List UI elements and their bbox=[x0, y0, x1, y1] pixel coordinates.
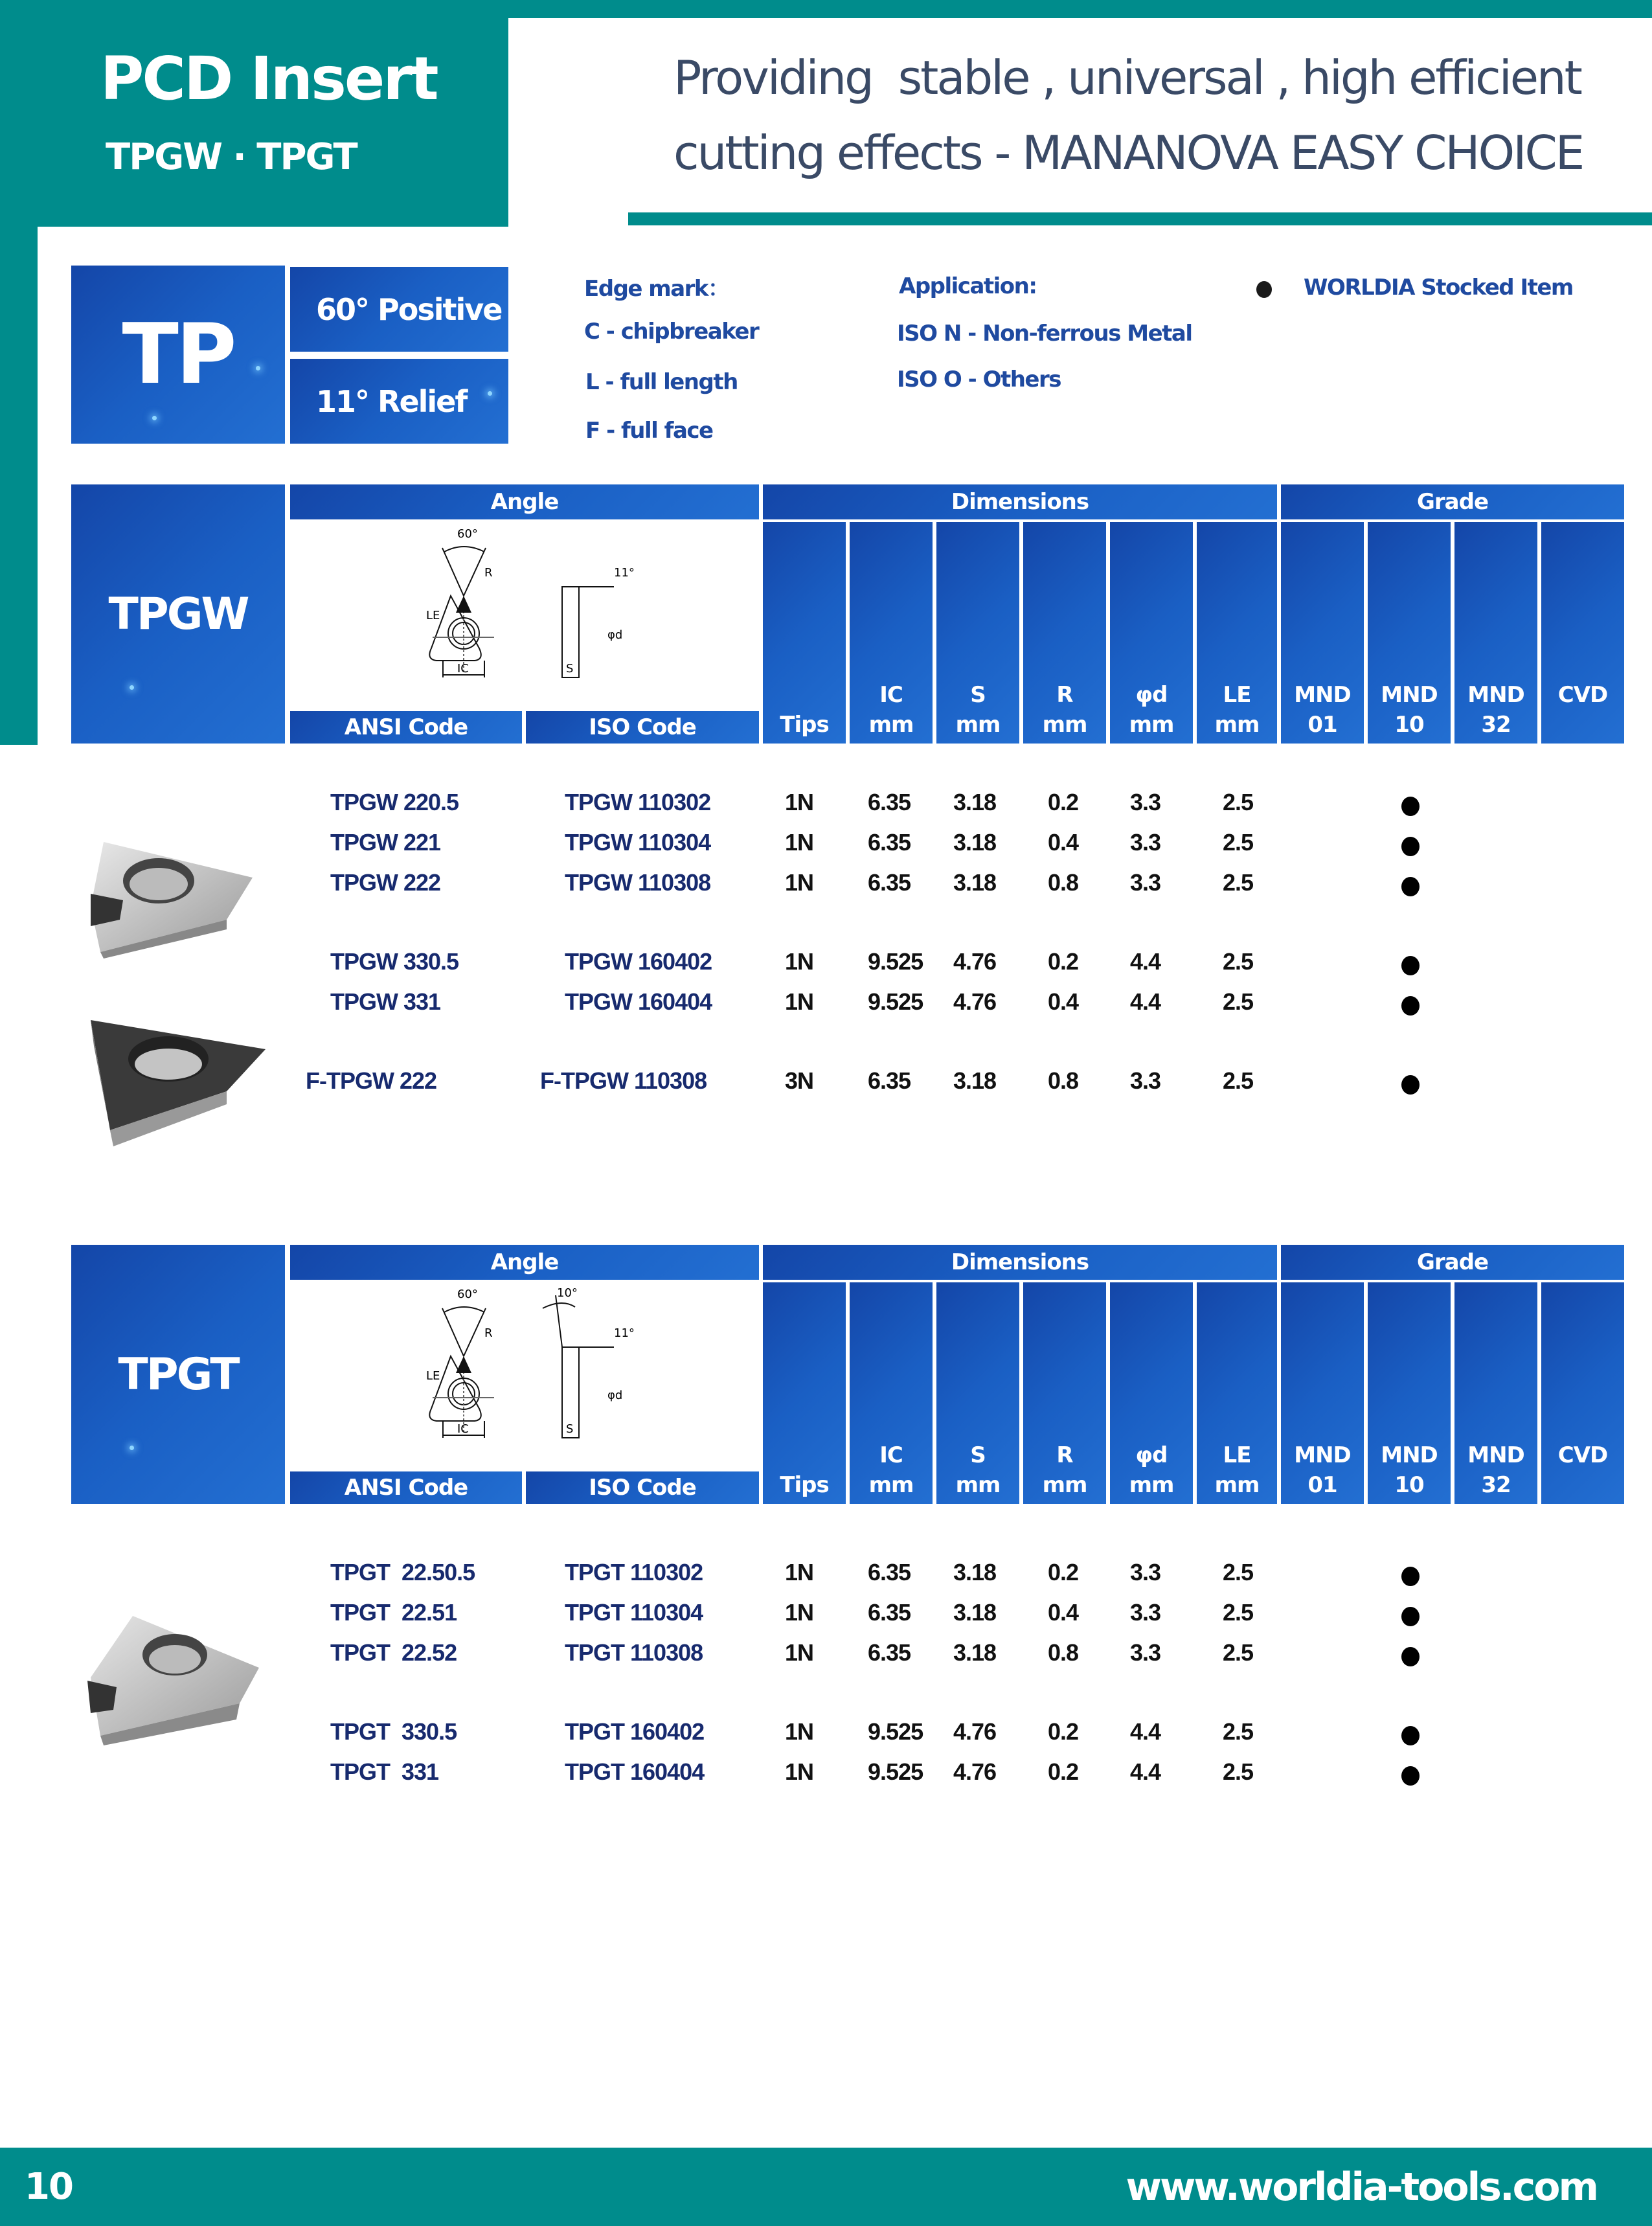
col-line2: mm bbox=[1042, 712, 1087, 738]
le: 2.5 bbox=[1223, 1758, 1254, 1785]
phi-d: 3.3 bbox=[1130, 1639, 1161, 1666]
tpgt-diagram-icon bbox=[290, 1282, 759, 1469]
column-header-ic bbox=[850, 522, 933, 744]
tips: 1N bbox=[785, 869, 814, 896]
legend-edge-mark-title: Edge mark： bbox=[584, 276, 729, 302]
group-header-dimensions bbox=[763, 1245, 1277, 1280]
stock-dot-icon bbox=[1401, 1647, 1420, 1666]
group-angle-label: Angle bbox=[490, 1249, 559, 1275]
r: 0.4 bbox=[1048, 829, 1079, 856]
iso-code: TPGT 160404 bbox=[565, 1758, 705, 1785]
le: 2.5 bbox=[1223, 869, 1254, 896]
le: 2.5 bbox=[1223, 1599, 1254, 1626]
series-name: TPGW bbox=[108, 588, 248, 640]
ic: 6.35 bbox=[868, 1639, 911, 1666]
phi-d: 4.4 bbox=[1130, 988, 1161, 1015]
ic: 6.35 bbox=[868, 829, 911, 856]
s: 3.18 bbox=[953, 869, 997, 896]
tpgw-diagram-icon bbox=[290, 522, 759, 709]
insert-geometry-diagram bbox=[290, 522, 759, 709]
tagline-line-2: cutting effects - MANANOVA EASY CHOICE bbox=[673, 126, 1583, 180]
col-line1: MND bbox=[1381, 1442, 1438, 1468]
insert-type-code-label: TP bbox=[122, 306, 234, 403]
col-line1: MND bbox=[1294, 682, 1351, 708]
col-line1: Tips bbox=[780, 1472, 829, 1498]
tpgt-table-header bbox=[71, 1245, 1624, 1504]
group-grade-label: Grade bbox=[1416, 489, 1488, 515]
stock-dot-icon bbox=[1401, 996, 1420, 1016]
svg-text:IC: IC bbox=[457, 1422, 469, 1436]
ic: 9.525 bbox=[868, 1718, 923, 1745]
iso-code: F-TPGW 110308 bbox=[540, 1067, 707, 1094]
header-side-strip bbox=[0, 227, 38, 745]
column-header-ansi-code bbox=[290, 1471, 522, 1504]
s: 3.18 bbox=[953, 1599, 997, 1626]
svg-text:R: R bbox=[484, 566, 493, 580]
legend-application-title: Application: bbox=[899, 273, 1037, 299]
table-row bbox=[0, 1639, 1652, 1674]
table-row bbox=[0, 869, 1652, 904]
column-header-le bbox=[1197, 1282, 1277, 1504]
stock-dot-icon bbox=[1401, 877, 1420, 896]
le: 2.5 bbox=[1223, 829, 1254, 856]
iso-code: TPGW 160402 bbox=[565, 948, 712, 975]
col-line1: S bbox=[970, 1442, 986, 1468]
le: 2.5 bbox=[1223, 988, 1254, 1015]
r: 0.2 bbox=[1048, 1718, 1079, 1745]
series-label-tpgt bbox=[71, 1245, 285, 1504]
svg-text:60°: 60° bbox=[457, 1288, 478, 1301]
svg-text:LE: LE bbox=[426, 1369, 440, 1383]
group-grade-label: Grade bbox=[1416, 1249, 1488, 1275]
col-line1: MND bbox=[1381, 682, 1438, 708]
stock-dot-icon bbox=[1401, 1607, 1420, 1626]
insert-angle-label: 60° Positive bbox=[316, 291, 502, 327]
website-link[interactable]: www.worldia-tools.com bbox=[1126, 2164, 1597, 2210]
s: 4.76 bbox=[953, 948, 997, 975]
insert-angle-badge bbox=[290, 267, 508, 352]
iso-code: TPGW 110304 bbox=[565, 829, 711, 856]
col-line2: mm bbox=[1214, 1472, 1260, 1498]
phi-d: 4.4 bbox=[1130, 1718, 1161, 1745]
iso-code: TPGT 110302 bbox=[565, 1559, 703, 1585]
sparkle-icon bbox=[152, 416, 157, 420]
sparkle-icon bbox=[488, 391, 492, 396]
series-label-tpgw bbox=[71, 484, 285, 744]
column-header-tips bbox=[763, 522, 846, 744]
svg-text:IC: IC bbox=[457, 662, 469, 676]
group-header-grade bbox=[1281, 1245, 1624, 1280]
column-header-r bbox=[1023, 1282, 1106, 1504]
stock-dot-icon bbox=[1256, 281, 1272, 298]
r: 0.4 bbox=[1048, 988, 1079, 1015]
table-row bbox=[0, 789, 1652, 824]
ic: 9.525 bbox=[868, 948, 923, 975]
col-line1: CVD bbox=[1557, 682, 1608, 708]
svg-text:11°: 11° bbox=[614, 1326, 635, 1340]
col-line2: 01 bbox=[1307, 1472, 1337, 1498]
col-line1: R bbox=[1056, 1442, 1073, 1468]
legend-stock-label: WORLDIA Stocked Item bbox=[1304, 275, 1573, 301]
column-header-cvd bbox=[1541, 522, 1624, 744]
group-header-angle bbox=[290, 1245, 759, 1280]
ansi-code: TPGW 331 bbox=[330, 988, 441, 1015]
ansi-code-label: ANSI Code bbox=[344, 1475, 468, 1501]
svg-text:60°: 60° bbox=[457, 527, 478, 541]
stock-dot-icon bbox=[1401, 797, 1420, 816]
column-header-cvd bbox=[1541, 1282, 1624, 1504]
stock-dot-icon bbox=[1401, 1075, 1420, 1095]
column-header-phi-d bbox=[1110, 522, 1193, 744]
column-header-mnd32 bbox=[1454, 522, 1537, 744]
sparkle-icon bbox=[130, 1446, 134, 1450]
s: 3.18 bbox=[953, 1639, 997, 1666]
ansi-code: TPGW 222 bbox=[330, 869, 441, 896]
column-header-r bbox=[1023, 522, 1106, 744]
table-row bbox=[0, 948, 1652, 983]
s: 3.18 bbox=[953, 1067, 997, 1094]
table-row bbox=[0, 1718, 1652, 1753]
column-header-iso-code bbox=[526, 1471, 759, 1504]
page-title: PCD Insert bbox=[100, 44, 437, 113]
tagline-line-1: Providing stable , universal , high efficient bbox=[673, 51, 1581, 105]
col-line1: IC bbox=[879, 1442, 903, 1468]
page-footer bbox=[0, 2148, 1652, 2226]
tips: 1N bbox=[785, 1559, 814, 1585]
s: 3.18 bbox=[953, 1559, 997, 1585]
table-row bbox=[0, 988, 1652, 1023]
r: 0.2 bbox=[1048, 1559, 1079, 1585]
ansi-code: TPGT 22.51 bbox=[330, 1599, 457, 1626]
svg-text:LE: LE bbox=[426, 609, 440, 622]
insert-type-code bbox=[71, 266, 285, 444]
table-row bbox=[0, 1559, 1652, 1594]
col-line2: mm bbox=[868, 1472, 914, 1498]
svg-text:φd: φd bbox=[607, 628, 623, 642]
group-header-dimensions bbox=[763, 484, 1277, 519]
svg-text:φd: φd bbox=[607, 1389, 623, 1402]
sparkle-icon bbox=[256, 366, 260, 370]
ansi-code: TPGT 331 bbox=[330, 1758, 439, 1785]
ansi-code: TPGW 330.5 bbox=[330, 948, 459, 975]
s: 4.76 bbox=[953, 1758, 997, 1785]
legend-edge-item: L - full length bbox=[585, 369, 738, 395]
column-header-mnd10 bbox=[1368, 1282, 1451, 1504]
phi-d: 3.3 bbox=[1130, 829, 1161, 856]
tagline bbox=[673, 40, 1632, 190]
group-dimensions-label: Dimensions bbox=[951, 489, 1089, 515]
ansi-code-label: ANSI Code bbox=[344, 714, 468, 740]
ic: 6.35 bbox=[868, 869, 911, 896]
column-header-mnd01 bbox=[1281, 1282, 1364, 1504]
col-line1: MND bbox=[1294, 1442, 1351, 1468]
ic: 6.35 bbox=[868, 1559, 911, 1585]
r: 0.2 bbox=[1048, 789, 1079, 815]
s: 4.76 bbox=[953, 1718, 997, 1745]
phi-d: 3.3 bbox=[1130, 869, 1161, 896]
ic: 9.525 bbox=[868, 988, 923, 1015]
insert-geometry-diagram bbox=[290, 1282, 759, 1469]
col-line2: mm bbox=[1129, 1472, 1174, 1498]
column-header-le bbox=[1197, 522, 1277, 744]
table-row bbox=[0, 1758, 1652, 1793]
iso-code: TPGW 110302 bbox=[565, 789, 711, 815]
iso-code: TPGW 110308 bbox=[565, 869, 711, 896]
col-line1: CVD bbox=[1557, 1442, 1608, 1468]
ansi-code: TPGW 220.5 bbox=[330, 789, 459, 815]
tips: 3N bbox=[785, 1067, 814, 1094]
phi-d: 3.3 bbox=[1130, 1067, 1161, 1094]
legend-edge-item: F - full face bbox=[585, 418, 713, 444]
col-line1: R bbox=[1056, 682, 1073, 708]
legend-application-item: ISO O - Others bbox=[897, 367, 1061, 392]
col-line2: mm bbox=[1129, 712, 1174, 738]
r: 0.2 bbox=[1048, 1758, 1079, 1785]
phi-d: 3.3 bbox=[1130, 789, 1161, 815]
le: 2.5 bbox=[1223, 1067, 1254, 1094]
phi-d: 4.4 bbox=[1130, 1758, 1161, 1785]
svg-text:S: S bbox=[566, 1422, 574, 1436]
col-line2: mm bbox=[1042, 1472, 1087, 1498]
svg-text:S: S bbox=[566, 662, 574, 676]
le: 2.5 bbox=[1223, 948, 1254, 975]
stock-dot-icon bbox=[1401, 1766, 1420, 1786]
legend-edge-item: C - chipbreaker bbox=[584, 319, 759, 345]
table-row bbox=[0, 1067, 1652, 1102]
ansi-code: TPGT 22.52 bbox=[330, 1639, 457, 1666]
col-line2: 01 bbox=[1307, 712, 1337, 738]
ic: 6.35 bbox=[868, 1599, 911, 1626]
insert-relief-label: 11° Relief bbox=[316, 383, 467, 419]
column-header-phi-d bbox=[1110, 1282, 1193, 1504]
tips: 1N bbox=[785, 1758, 814, 1785]
s: 4.76 bbox=[953, 988, 997, 1015]
r: 0.8 bbox=[1048, 1639, 1079, 1666]
iso-code: TPGW 160404 bbox=[565, 988, 712, 1015]
col-line1: LE bbox=[1223, 1442, 1251, 1468]
insert-relief-badge bbox=[290, 359, 508, 444]
s: 3.18 bbox=[953, 829, 997, 856]
col-line2: mm bbox=[955, 712, 1001, 738]
col-line2: 10 bbox=[1394, 1472, 1424, 1498]
s: 3.18 bbox=[953, 789, 997, 815]
phi-d: 3.3 bbox=[1130, 1559, 1161, 1585]
iso-code-label: ISO Code bbox=[589, 1475, 696, 1501]
col-line2: mm bbox=[955, 1472, 1001, 1498]
col-line1: S bbox=[970, 682, 986, 708]
column-header-ic bbox=[850, 1282, 933, 1504]
ic: 6.35 bbox=[868, 1067, 911, 1094]
group-header-grade bbox=[1281, 484, 1624, 519]
column-header-ansi-code bbox=[290, 711, 522, 744]
r: 0.4 bbox=[1048, 1599, 1079, 1626]
col-line1: φd bbox=[1135, 1442, 1168, 1468]
table-row bbox=[0, 1599, 1652, 1634]
stock-dot-icon bbox=[1401, 1726, 1420, 1745]
col-line2: 32 bbox=[1481, 1472, 1511, 1498]
tips: 1N bbox=[785, 829, 814, 856]
group-header-angle bbox=[290, 484, 759, 519]
tips: 1N bbox=[785, 988, 814, 1015]
iso-code: TPGT 160402 bbox=[565, 1718, 705, 1745]
stock-dot-icon bbox=[1401, 1567, 1420, 1586]
tips: 1N bbox=[785, 948, 814, 975]
ic: 9.525 bbox=[868, 1758, 923, 1785]
svg-text:10°: 10° bbox=[557, 1286, 578, 1300]
col-line2: mm bbox=[1214, 712, 1260, 738]
iso-code: TPGT 110304 bbox=[565, 1599, 703, 1626]
ansi-code: TPGT 330.5 bbox=[330, 1718, 457, 1745]
column-header-s bbox=[936, 522, 1019, 744]
r: 0.8 bbox=[1048, 1067, 1079, 1094]
column-header-mnd01 bbox=[1281, 522, 1364, 744]
tpgw-table-header bbox=[71, 484, 1624, 744]
tips: 1N bbox=[785, 789, 814, 815]
col-line1: IC bbox=[879, 682, 903, 708]
ic: 6.35 bbox=[868, 789, 911, 815]
le: 2.5 bbox=[1223, 1559, 1254, 1585]
ansi-code: F-TPGW 222 bbox=[306, 1067, 437, 1094]
r: 0.8 bbox=[1048, 869, 1079, 896]
svg-text:R: R bbox=[484, 1326, 493, 1340]
col-line1: MND bbox=[1467, 682, 1524, 708]
r: 0.2 bbox=[1048, 948, 1079, 975]
group-angle-label: Angle bbox=[490, 489, 559, 515]
iso-code-label: ISO Code bbox=[589, 714, 696, 740]
page-subtitle: TPGW · TPGT bbox=[106, 136, 357, 178]
stock-dot-icon bbox=[1401, 956, 1420, 975]
le: 2.5 bbox=[1223, 1639, 1254, 1666]
col-line2: 10 bbox=[1394, 712, 1424, 738]
column-header-mnd10 bbox=[1368, 522, 1451, 744]
column-header-mnd32 bbox=[1454, 1282, 1537, 1504]
col-line1: LE bbox=[1223, 682, 1251, 708]
col-line2: 32 bbox=[1481, 712, 1511, 738]
col-line1: φd bbox=[1135, 682, 1168, 708]
col-line2: mm bbox=[868, 712, 914, 738]
ansi-code: TPGT 22.50.5 bbox=[330, 1559, 475, 1585]
ansi-code: TPGW 221 bbox=[330, 829, 441, 856]
sparkle-icon bbox=[130, 685, 134, 690]
phi-d: 4.4 bbox=[1130, 948, 1161, 975]
stock-dot-icon bbox=[1401, 837, 1420, 856]
iso-code: TPGT 110308 bbox=[565, 1639, 703, 1666]
header-title-panel bbox=[0, 0, 508, 227]
series-name: TPGT bbox=[118, 1348, 238, 1400]
group-dimensions-label: Dimensions bbox=[951, 1249, 1089, 1275]
column-header-tips bbox=[763, 1282, 846, 1504]
column-header-iso-code bbox=[526, 711, 759, 744]
phi-d: 3.3 bbox=[1130, 1599, 1161, 1626]
column-header-s bbox=[936, 1282, 1019, 1504]
le: 2.5 bbox=[1223, 1718, 1254, 1745]
page-number: 10 bbox=[25, 2166, 73, 2208]
col-line1: Tips bbox=[780, 712, 829, 738]
tagline-underline-bar bbox=[628, 212, 1652, 225]
legend-application-item: ISO N - Non-ferrous Metal bbox=[897, 321, 1192, 346]
tips: 1N bbox=[785, 1639, 814, 1666]
tips: 1N bbox=[785, 1718, 814, 1745]
col-line1: MND bbox=[1467, 1442, 1524, 1468]
le: 2.5 bbox=[1223, 789, 1254, 815]
tips: 1N bbox=[785, 1599, 814, 1626]
svg-text:11°: 11° bbox=[614, 566, 635, 580]
table-row bbox=[0, 829, 1652, 864]
